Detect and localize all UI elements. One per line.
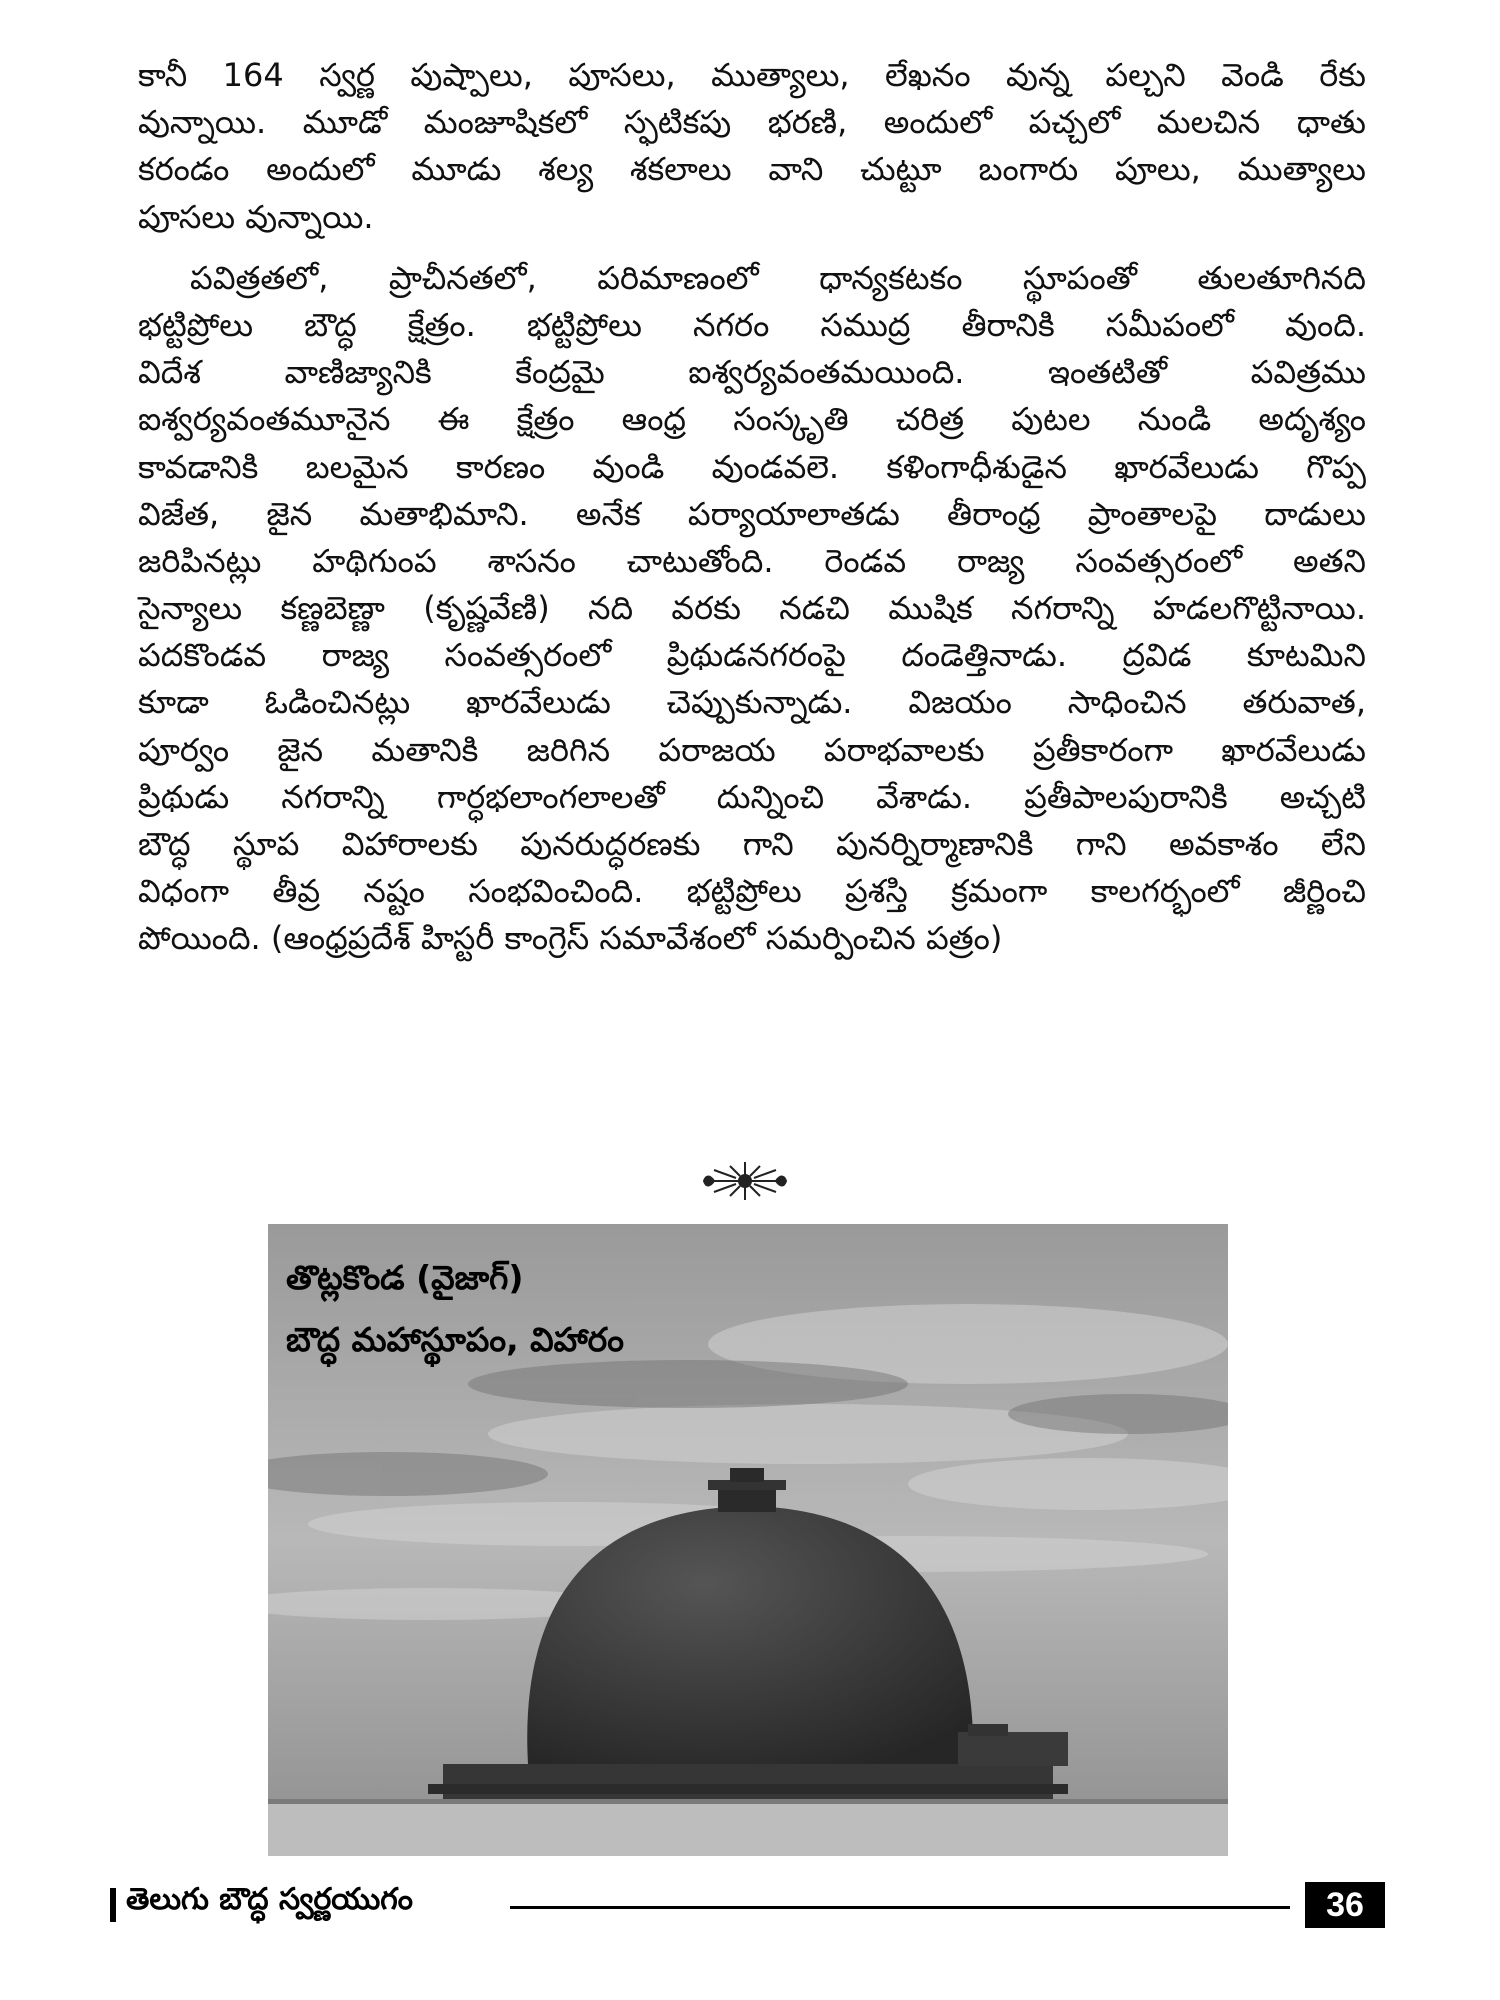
text-line: భట్టిప్రోలు బౌద్ధ క్షేత్రం. భట్టిప్రోలు నగరం సముద్ర తీరానికి సమీపంలో వుంది. — [138, 305, 1366, 344]
paragraph-2 — [138, 255, 1366, 963]
text-line: కానీ 164 స్వర్ణ పుష్పాలు, పూసలు, ముత్యాలు, లేఖనం వున్న పల్చని వెండి రేకు — [138, 56, 1366, 94]
text-line: విధంగా తీవ్ర నష్టం సంభవించింది. భట్టిప్రోలు ప్రశస్తి క్రమంగా కాలగర్భంలో జీర్ణించి — [138, 872, 1366, 911]
text-line: పదకొండవ రాజ్య సంవత్సరంలో ప్రిథుడనగరంపై దండెత్తినాడు. ద్రవిడ కూటమిని — [138, 636, 1366, 675]
footer-marker — [110, 1888, 116, 1922]
text-line: బౌద్ధ స్థూప విహారాలకు పునరుద్ధరణకు గాని పునర్నిర్మాణానికి గాని అవకాశం లేని — [138, 825, 1366, 863]
text-line: ఐశ్వర్యవంతమూనైన ఈ క్షేత్రం ఆంధ్ర సంస్కృతి చరిత్ర పుటల నుండి అదృశ్యం — [138, 400, 1366, 439]
footer-divider — [510, 1906, 1290, 1909]
photo-caption-line-1: తొట్లకొండ (వైజాగ్) — [286, 1258, 524, 1297]
text-line: కావడానికి బలమైన కారణం వుండి వుండవలె. కళింగాధీశుడైన ఖారవేలుడు గొప్ప — [138, 447, 1366, 486]
text-line: విదేశ వాణిజ్యానికి కేంద్రమై ఐశ్వర్యవంతమయింది. ఇంతటితో పవిత్రము — [138, 353, 1366, 392]
text-line: పోయింది. (ఆంధ్రప్రదేశ్ హిస్టరీ కాంగ్రెస్ సమావేశంలో సమర్పించిన పత్రం) — [138, 919, 1003, 958]
paragraph-1 — [138, 52, 1366, 241]
text-line: కరండం అందులో మూడు శల్య శకలాలు వాని చుట్టూ బంగారు పూలు, ముత్యాలు — [138, 150, 1366, 189]
book-title: తెలుగు బౌద్ధ స్వర్ణయుగం — [126, 1882, 413, 1917]
text-line: పూసలు వున్నాయి. — [138, 197, 374, 236]
text-line: జరిపినట్లు హథిగుంప శాసనం చాటుతోంది. రెండవ రాజ్య సంవత్సరంలో అతని — [138, 541, 1366, 580]
text-line: కూడా ఓడించినట్లు ఖారవేలుడు చెప్పుకున్నాడు. విజయం సాధించిన తరువాత, — [138, 683, 1366, 722]
stupa-illustration — [268, 1224, 1228, 1856]
flower-ornament-icon — [700, 1158, 790, 1204]
text-line: ప్రిథుడు నగరాన్ని గార్ధభలాంగలాలతో దున్నించి వేశాడు. ప్రతీపాలపురానికి అచ్చటి — [138, 777, 1366, 816]
photo-caption-line-2: బౌద్ధ మహాస్థూపం, విహారం — [286, 1320, 624, 1359]
stupa-photo — [268, 1224, 1228, 1856]
text-line: పూర్వం జైన మతానికి జరిగిన పరాజయ పరాభవాలకు ప్రతీకారంగా ఖారవేలుడు — [138, 730, 1366, 769]
text-line: సైన్యాలు కణ్ణబెణ్ణా (కృష్ణవేణి) నది వరకు నడచి ముషిక నగరాన్ని హడలగొట్టినాయి. — [138, 589, 1366, 628]
text-line: వున్నాయి. మూడో మంజూషికలో స్ఫటికపు భరణి, అందులో పచ్చలో మలచిన ధాతు — [138, 103, 1366, 142]
text-line: విజేత, జైన మతాభిమాని. అనేక పర్యాయాలాతడు తీరాంధ్ర ప్రాంతాలపై దాడులు — [138, 494, 1366, 533]
text-line: పవిత్రతలో, ప్రాచీనతలో, పరిమాణంలో ధాన్యకటకం స్థూపంతో తులతూగినది — [190, 258, 1366, 297]
article-text — [138, 52, 1366, 963]
page-footer — [110, 1876, 1390, 1936]
page-number: 36 — [1305, 1882, 1385, 1928]
